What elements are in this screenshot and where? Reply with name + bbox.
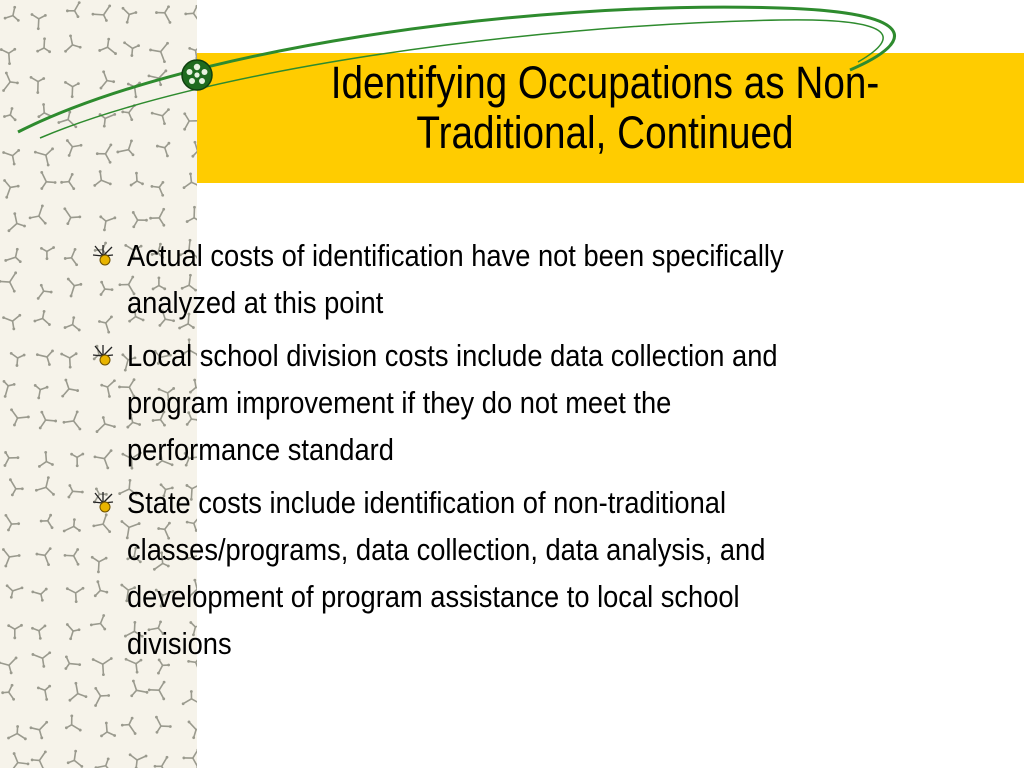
bullet-line: program improvement if they do not meet the — [127, 385, 672, 420]
bullet-item — [90, 332, 930, 473]
bullet-text — [127, 332, 910, 473]
bullet-line: divisions — [127, 626, 232, 661]
bullet-line: Local school division costs include data collection and — [127, 338, 778, 373]
bullet-text — [127, 479, 910, 667]
bullet-line: performance standard — [127, 432, 394, 467]
slide-title — [261, 58, 949, 158]
slide-title-line: Traditional, Continued — [416, 107, 794, 158]
starburst-bullet-icon — [90, 343, 116, 369]
bullet-text — [127, 232, 910, 326]
bullet-item — [90, 479, 930, 667]
bullet-line: analyzed at this point — [127, 285, 384, 320]
bullet-line: development of program assistance to local school — [127, 579, 740, 614]
bullet-line: Actual costs of identification have not been specifically — [127, 238, 784, 273]
bullet-list — [90, 232, 930, 673]
green-spotted-ball-icon — [178, 56, 216, 94]
bullet-line: classes/programs, data collection, data analysis, and — [127, 532, 766, 567]
bullet-line: State costs include identification of non-traditional — [127, 485, 727, 520]
bullet-item — [90, 232, 930, 326]
starburst-bullet-icon — [90, 490, 116, 516]
starburst-bullet-icon — [90, 243, 116, 269]
slide-title-line: Identifying Occupations as Non- — [330, 57, 880, 108]
